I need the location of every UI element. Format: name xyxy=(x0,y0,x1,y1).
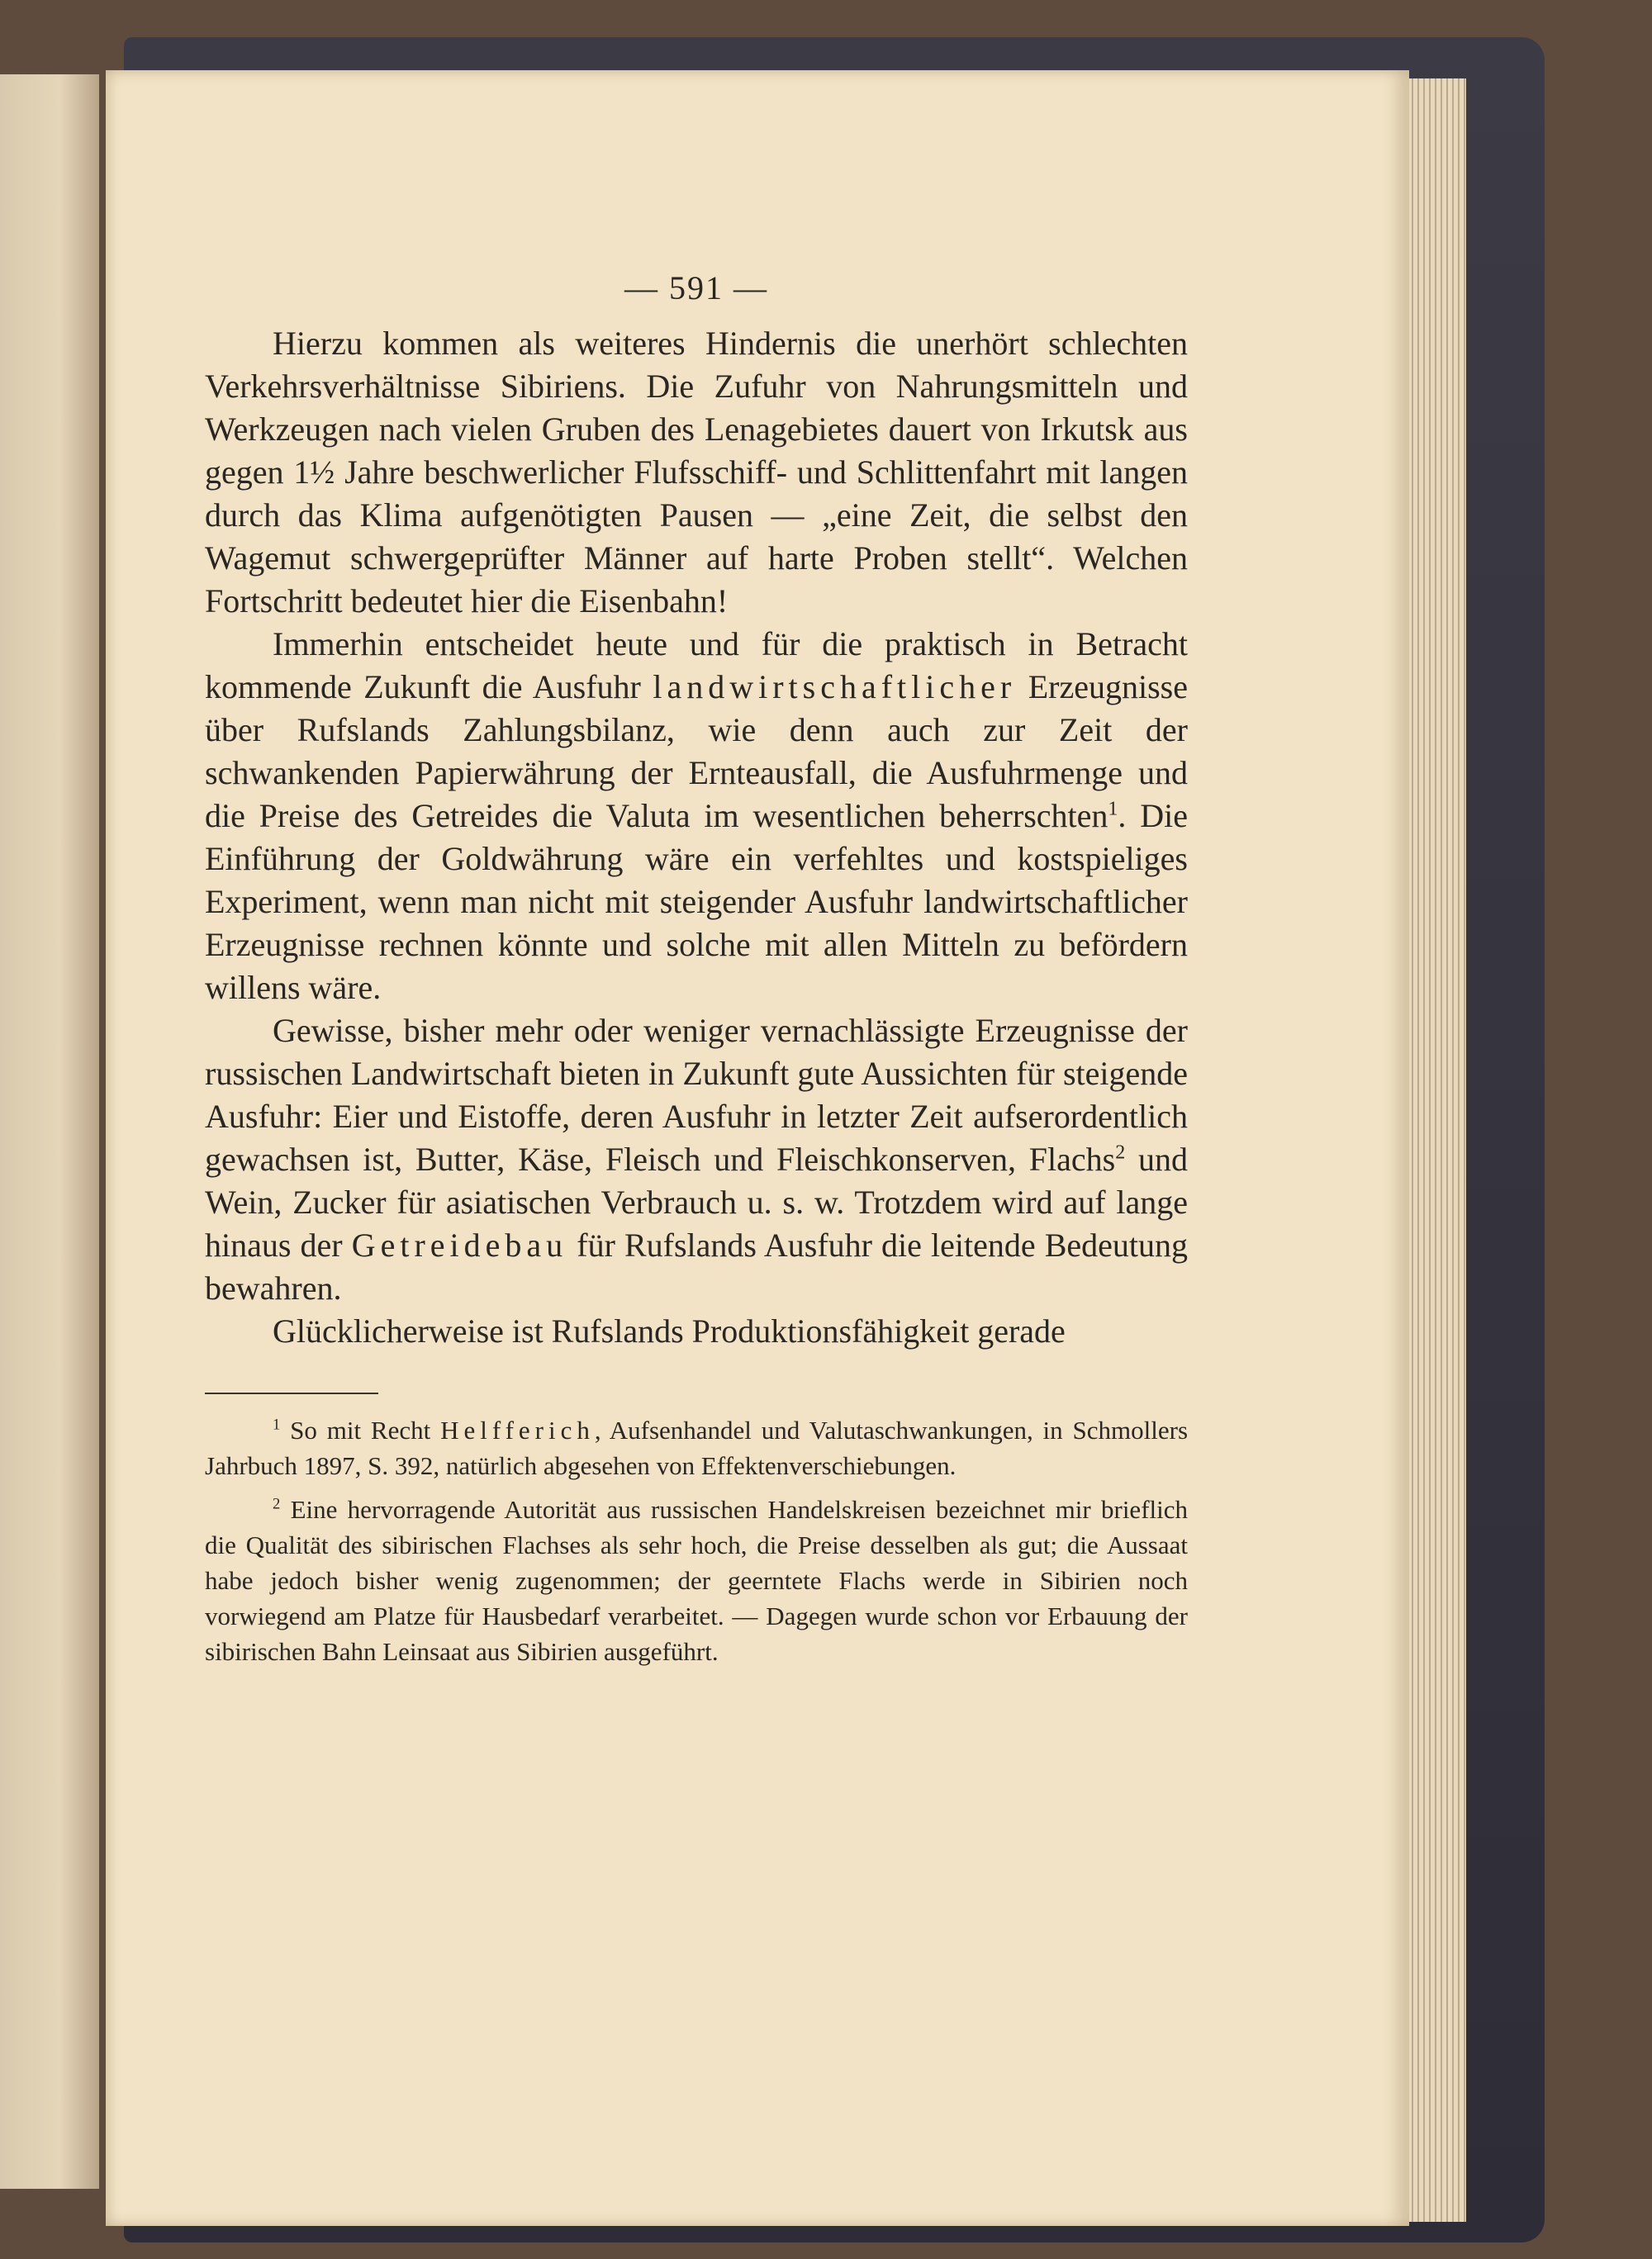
footnote-1 xyxy=(205,1412,1188,1483)
footnote-2-text: Eine hervorragende Autorität aus russischen Handelskreisen bezeichnet mir brieflich die Qualität des sibirischen Flachses als sehr hoch, die Preise desselben als gut; die Aussaat habe jedoch bisher wenig zugenommen; der geerntete Flachs werde in Sibirien noch vorwiegend am Platze für Hausbedarf verarbeitet. — Dagegen wurde schon vor Erbauung der sibirischen Bahn Leinsaat aus Sibirien ausgeführt. xyxy=(205,1495,1188,1666)
page-number: — 591 — xyxy=(624,269,768,306)
footnote-1-number: 1 xyxy=(273,1416,281,1434)
text-block xyxy=(205,268,1188,1678)
paragraph-4 xyxy=(205,1310,1188,1353)
paragraph-1 xyxy=(205,322,1188,623)
paragraph-4-text: Glücklicherweise ist Rufslands Produktionsfähigkeit gerade xyxy=(273,1312,1066,1350)
footnote-1-part1: So mit Recht xyxy=(290,1416,441,1445)
paragraph-3-part1: Gewisse, bisher mehr oder weniger vernachlässigte Erzeugnisse der russischen Landwirtschaft bieten in Zukunft gute Aussichten für steigende Ausfuhr: Eier und Eistoffe, deren Ausfuhr in letzter Zeit aufserordentlich gewachsen ist, Butter, Käse, Fleisch und Fleischkonserven, Flachs xyxy=(205,1012,1188,1178)
paragraph-3 xyxy=(205,1009,1188,1310)
book-page xyxy=(106,70,1409,2226)
footnote-ref-1: 1 xyxy=(1108,798,1118,820)
paragraph-2-spaced-term: landwirtschaftlicher xyxy=(653,668,1017,705)
paragraph-3-spaced-term: Getreidebau xyxy=(351,1227,568,1264)
paragraph-2 xyxy=(205,623,1188,1009)
paragraph-2-part3: . Die Einführung der Goldwährung wäre ein verfehltes und kostspieliges Experiment, wenn man nicht mit steigender Ausfuhr landwirtschaftlicher Erzeugnisse rechnen könnte und solche mit allen Mitteln zu befördern willens wäre. xyxy=(205,797,1188,1006)
footnote-rule xyxy=(205,1393,378,1394)
footnote-2-number: 2 xyxy=(273,1495,281,1513)
paragraph-1-text: Hierzu kommen als weiteres Hindernis die unerhört schlechten Verkehrsverhältnisse Sibiriens. Die Zufuhr von Nahrungsmitteln und Werkzeugen nach vielen Gruben des Lenagebietes dauert von Irkutsk aus gegen 1½ Jahre beschwerlicher Flufsschiff- und Schlittenfahrt mit langen durch das Klima aufgenötigten Pausen — „eine Zeit, die selbst den Wagemut schwergeprüfter Männer auf harte Proben stellt“. Welchen Fortschritt bedeutet hier die Eisenbahn! xyxy=(205,325,1188,619)
footnote-1-part2: , Aufsenhandel und Valutaschwankungen, in Schmollers Jahrbuch 1897, S. 392, natürlich abgesehen von Effektenverschiebungen. xyxy=(205,1416,1189,1480)
left-page-edge xyxy=(0,74,99,2189)
footnote-ref-2: 2 xyxy=(1115,1141,1126,1164)
paragraph-3-part3: für Rufslands Ausfuhr die leitende Bedeutung bewahren. xyxy=(205,1227,1189,1307)
paragraph-2-part1: Immerhin entscheidet heute und für die praktisch in Betracht kommende Zukunft die Ausfuhr xyxy=(205,625,1188,705)
paragraph-2-part2: Erzeugnisse über Rufslands Zahlungsbilanz, wie denn auch zur Zeit der schwankenden Papierwährung der Ernteausfall, die Ausfuhrmenge und die Preise des Getreides die Valuta im wesentlichen beherrschten xyxy=(205,668,1188,834)
paragraph-3-part2: und Wein, Zucker für asiatischen Verbrauch u. s. w. Trotzdem wird auf lange hinaus der xyxy=(205,1141,1188,1264)
footnote-2 xyxy=(205,1492,1188,1669)
footnote-1-author: Helfferich xyxy=(440,1416,595,1445)
